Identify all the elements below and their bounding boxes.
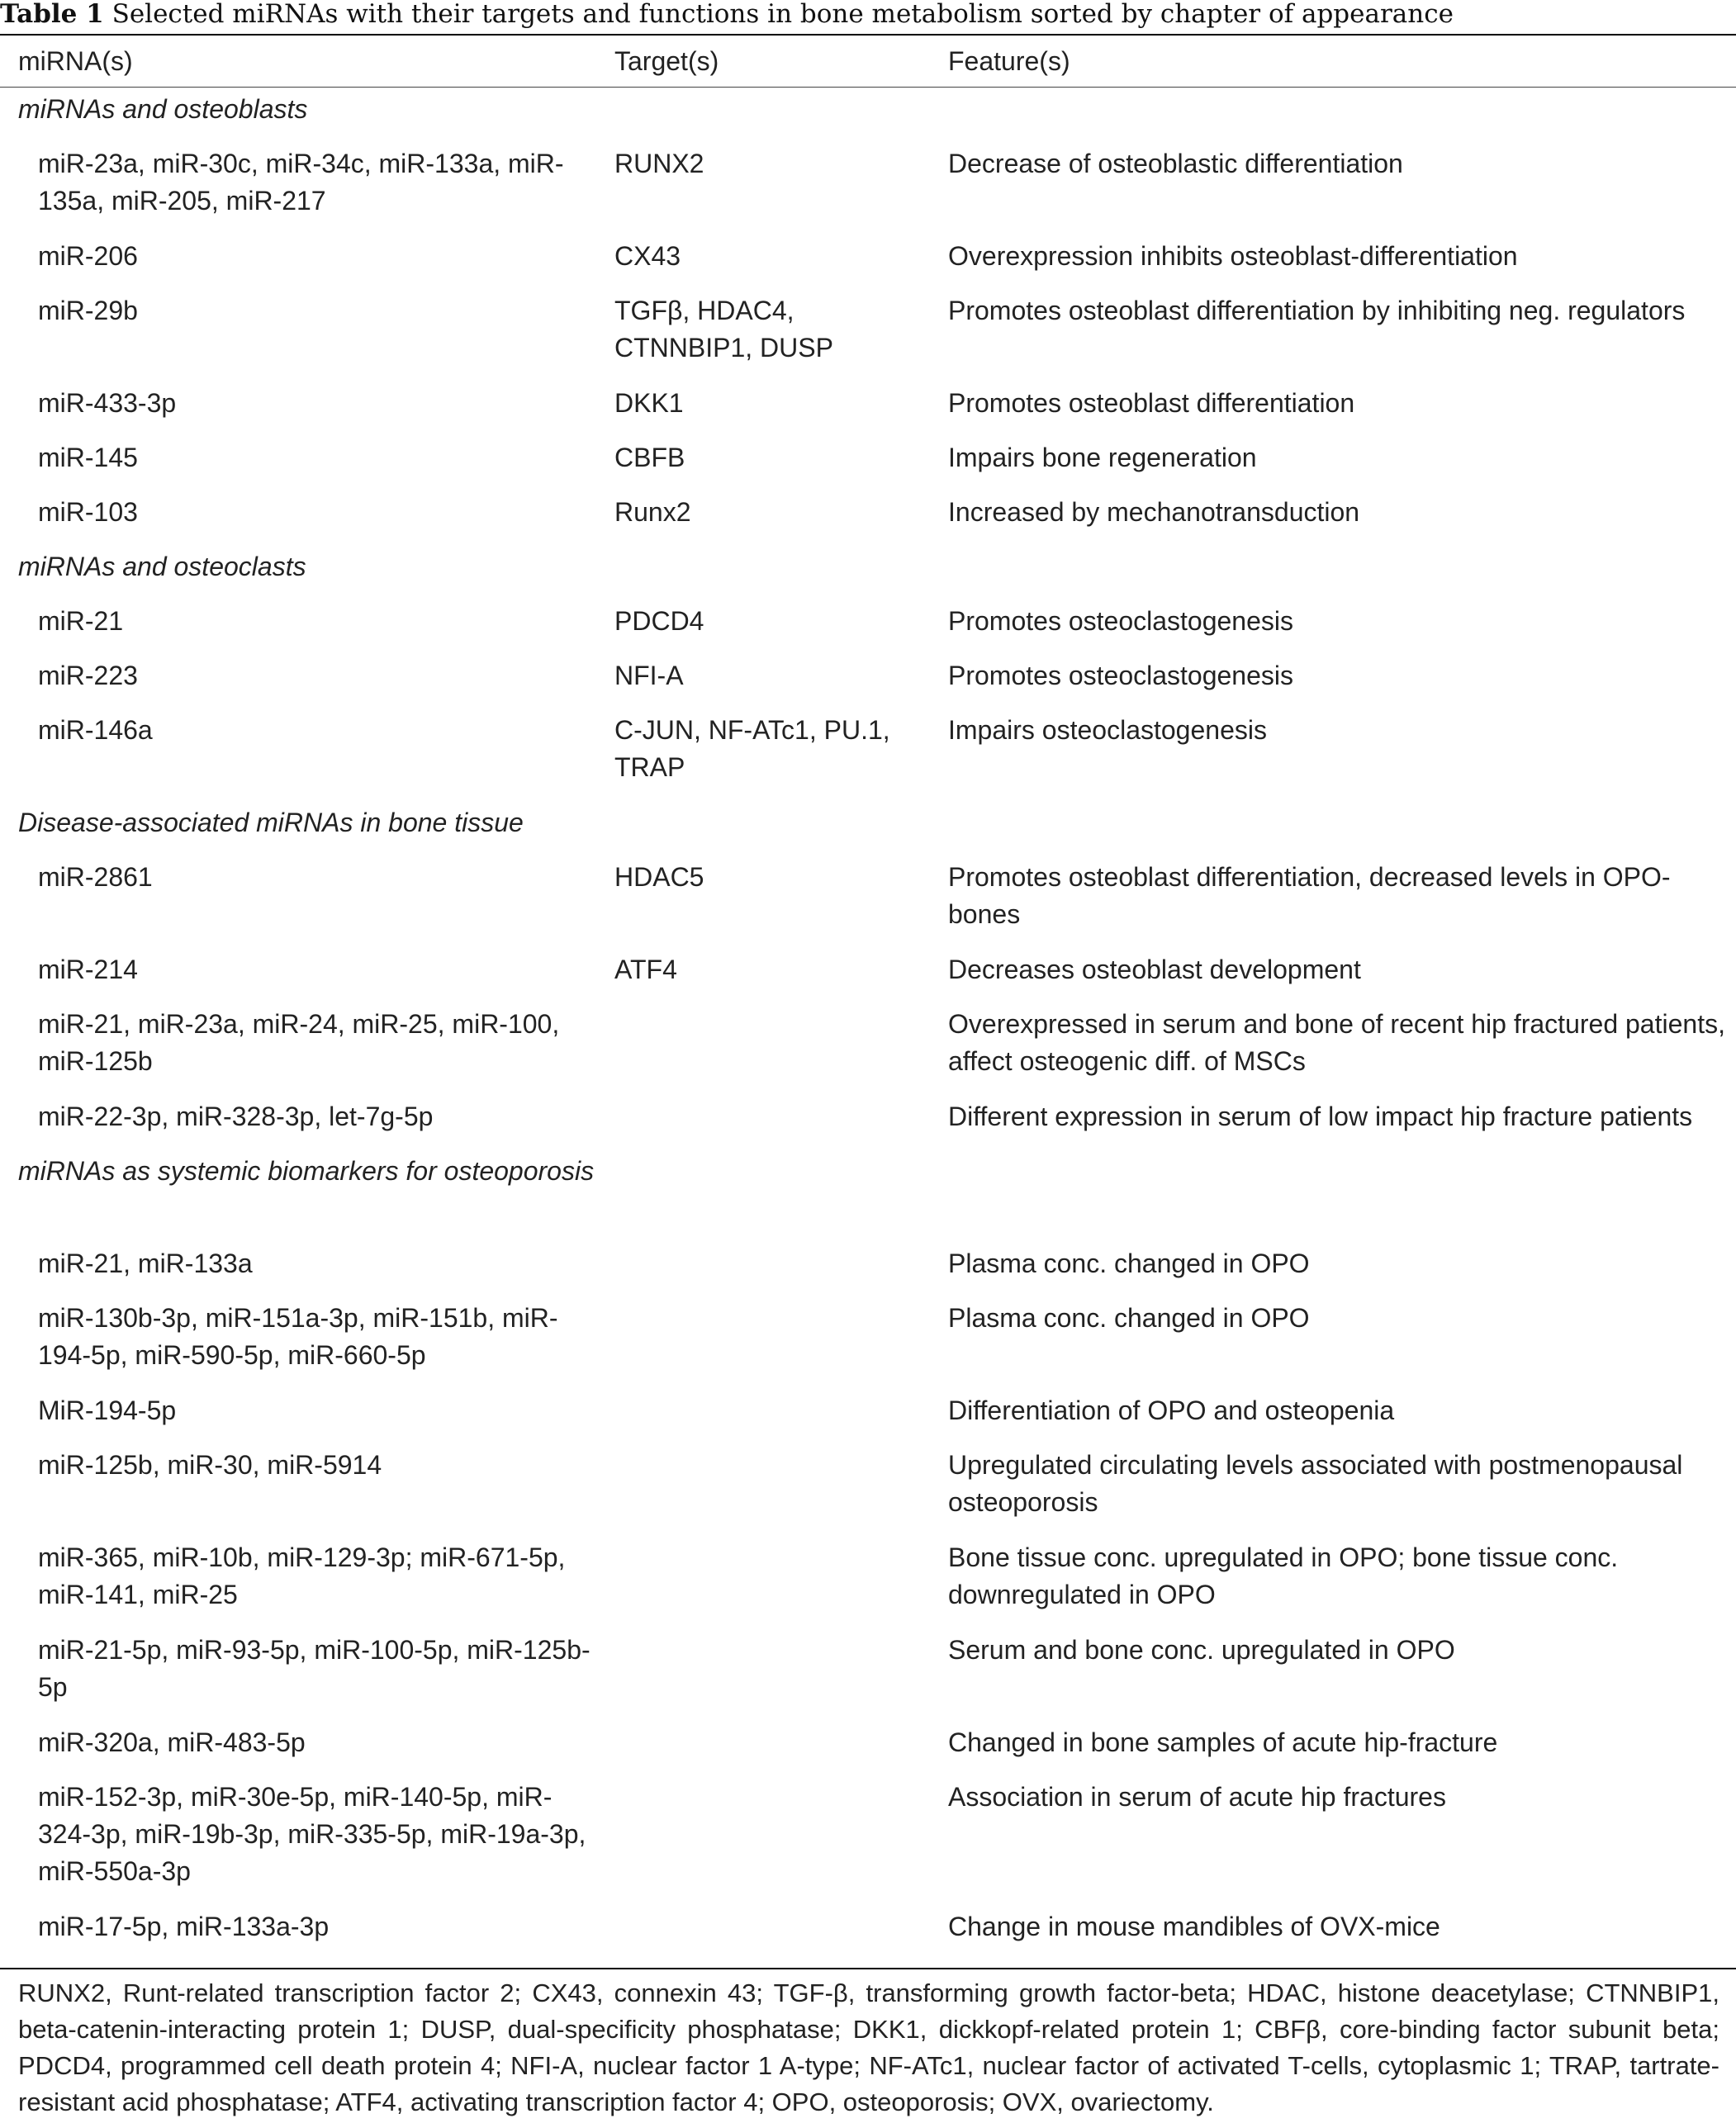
target-cell: DKK1	[614, 388, 684, 418]
mirna-cell: miR-21-5p, miR-93-5p, miR-100-5p, miR-125b-5p	[38, 1635, 591, 1702]
table-row	[0, 1908, 1736, 1963]
table-row	[0, 238, 1736, 292]
table-header	[0, 40, 1736, 83]
section-row	[0, 91, 1736, 145]
mirna-cell: miR-17-5p, miR-133a-3p	[38, 1912, 330, 1941]
feature-cell: Promotes osteoclastogenesis	[948, 661, 1293, 690]
table-row	[0, 657, 1736, 712]
target-cell: C-JUN, NF-ATc1, PU.1, TRAP	[614, 715, 890, 782]
table-row	[0, 1724, 1736, 1779]
header-feature: Feature(s)	[948, 46, 1070, 76]
feature-cell: Promotes osteoblast differentiation	[948, 388, 1355, 418]
table-row	[0, 1006, 1736, 1098]
target-cell: PDCD4	[614, 606, 704, 636]
feature-cell: Decrease of osteoblastic differentiation	[948, 149, 1403, 178]
feature-cell: Differentiation of OPO and osteopenia	[948, 1396, 1395, 1425]
table-label: Table 1	[0, 0, 104, 29]
target-cell: ATF4	[614, 955, 677, 984]
target-cell: TGFβ, HDAC4, CTNNBIP1, DUSP	[614, 296, 833, 363]
top-rule	[0, 34, 1736, 36]
feature-cell: Decreases osteoblast development	[948, 955, 1361, 984]
mirna-cell: miR-29b	[38, 296, 138, 325]
mirna-cell: miR-146a	[38, 715, 153, 745]
target-cell: RUNX2	[614, 149, 704, 178]
table-row	[0, 1300, 1736, 1392]
table-row	[0, 1098, 1736, 1153]
feature-cell: Change in mouse mandibles of OVX-mice	[948, 1912, 1440, 1941]
mirna-cell: miR-2861	[38, 862, 153, 892]
table-row	[0, 385, 1736, 439]
feature-cell: Promotes osteoblast differentiation, decreased levels in OPO-bones	[948, 862, 1671, 929]
feature-cell: Changed in bone samples of acute hip-fracture	[948, 1727, 1498, 1757]
table-row	[0, 494, 1736, 548]
feature-cell: Impairs osteoclastogenesis	[948, 715, 1267, 745]
table-caption	[0, 0, 1736, 33]
table-body	[0, 91, 1736, 1963]
table-title: Selected miRNAs with their targets and functions in bone metabolism sorted by chapter of appearance	[111, 0, 1454, 29]
feature-cell: Promotes osteoblast differentiation by inhibiting neg. regulators	[948, 296, 1686, 325]
feature-cell: Serum and bone conc. upregulated in OPO	[948, 1635, 1455, 1665]
section-label: Disease-associated miRNAs in bone tissue	[18, 808, 524, 837]
feature-cell: Upregulated circulating levels associated with postmenopausal osteoporosis	[948, 1450, 1683, 1517]
target-cell: NFI-A	[614, 661, 684, 690]
header-target: Target(s)	[614, 46, 719, 76]
section-row	[0, 548, 1736, 603]
feature-cell: Overexpression inhibits osteoblast-differentiation	[948, 241, 1518, 271]
mirna-cell: miR-103	[38, 497, 138, 527]
target-cell: CX43	[614, 241, 681, 271]
mirna-cell: miR-223	[38, 661, 138, 690]
mirna-cell: miR-145	[38, 443, 138, 472]
table-row	[0, 145, 1736, 238]
section-row	[0, 1153, 1736, 1245]
mirna-cell: miR-22-3p, miR-328-3p, let-7g-5p	[38, 1102, 434, 1131]
section-row	[0, 804, 1736, 859]
feature-cell: Increased by mechanotransduction	[948, 497, 1360, 527]
header-mirna: miRNA(s)	[18, 46, 133, 76]
mirna-cell: miR-21, miR-133a	[38, 1249, 253, 1278]
table-row	[0, 1779, 1736, 1908]
mirna-cell: miR-23a, miR-30c, miR-34c, miR-133a, miR-135a, miR-205, miR-217	[38, 149, 564, 216]
header-rule	[0, 87, 1736, 88]
table-row	[0, 292, 1736, 385]
feature-cell: Bone tissue conc. upregulated in OPO; bone tissue conc. downregulated in OPO	[948, 1542, 1619, 1609]
target-cell: CBFB	[614, 443, 685, 472]
mirna-cell: miR-125b, miR-30, miR-5914	[38, 1450, 382, 1480]
target-cell: HDAC5	[614, 862, 704, 892]
table-row	[0, 1539, 1736, 1632]
mirna-cell: miR-365, miR-10b, miR-129-3p; miR-671-5p, miR-141, miR-25	[38, 1542, 566, 1609]
feature-cell: Plasma conc. changed in OPO	[948, 1303, 1310, 1333]
mirna-cell: miR-320a, miR-483-5p	[38, 1727, 306, 1757]
mirna-cell: miR-130b-3p, miR-151a-3p, miR-151b, miR-194-5p, miR-590-5p, miR-660-5p	[38, 1303, 558, 1370]
table-row	[0, 859, 1736, 951]
mirna-cell: miR-433-3p	[38, 388, 177, 418]
mirna-cell: miR-214	[38, 955, 138, 984]
feature-cell: Plasma conc. changed in OPO	[948, 1249, 1310, 1278]
table-row	[0, 1245, 1736, 1300]
feature-cell: Different expression in serum of low impact hip fracture patients	[948, 1102, 1693, 1131]
table-row	[0, 603, 1736, 657]
feature-cell: Impairs bone regeneration	[948, 443, 1257, 472]
feature-cell: Association in serum of acute hip fractures	[948, 1782, 1446, 1812]
feature-cell: Promotes osteoclastogenesis	[948, 606, 1293, 636]
mirna-cell: MiR-194-5p	[38, 1396, 177, 1425]
mirna-cell: miR-21, miR-23a, miR-24, miR-25, miR-100, miR-125b	[38, 1009, 560, 1076]
section-label: miRNAs and osteoclasts	[18, 552, 306, 581]
table-footnote: RUNX2, Runt-related transcription factor 2; CX43, connexin 43; TGF-β, transforming growth factor-beta; HDAC, histone deacetylase; CTNNBIP1, beta-catenin-interacting protein 1; DUSP, dual-specificity phosphatase; DKK1, dickkopf-related protein 1; CBFβ, core-binding factor subunit beta; PDCD4, programmed cell death protein 4; NFI-A, nuclear factor 1 A-type; NF-ATc1, nuclear factor of activated T-cells, cytoplasmic 1; TRAP, tartrate-resistant acid phosphatase; ATF4, activating transcription factor 4; OPO, osteoporosis; OVX, ovariectomy.	[18, 1978, 1719, 2116]
target-cell: Runx2	[614, 497, 691, 527]
table-row	[0, 1447, 1736, 1539]
table-row	[0, 1392, 1736, 1447]
table-row	[0, 1632, 1736, 1724]
table-row	[0, 951, 1736, 1006]
mirna-cell: miR-152-3p, miR-30e-5p, miR-140-5p, miR-324-3p, miR-19b-3p, miR-335-5p, miR-19a-3p, miR-550a-3p	[38, 1782, 586, 1886]
table-row	[0, 712, 1736, 804]
feature-cell: Overexpressed in serum and bone of recent hip fractured patients, affect osteogenic diff. of MSCs	[948, 1009, 1725, 1076]
section-label: miRNAs as systemic biomarkers for osteoporosis	[18, 1156, 595, 1186]
section-label: miRNAs and osteoblasts	[18, 94, 308, 124]
mirna-cell: miR-206	[38, 241, 138, 271]
bottom-rule	[0, 1968, 1736, 1969]
mirna-cell: miR-21	[38, 606, 124, 636]
table-row	[0, 439, 1736, 494]
